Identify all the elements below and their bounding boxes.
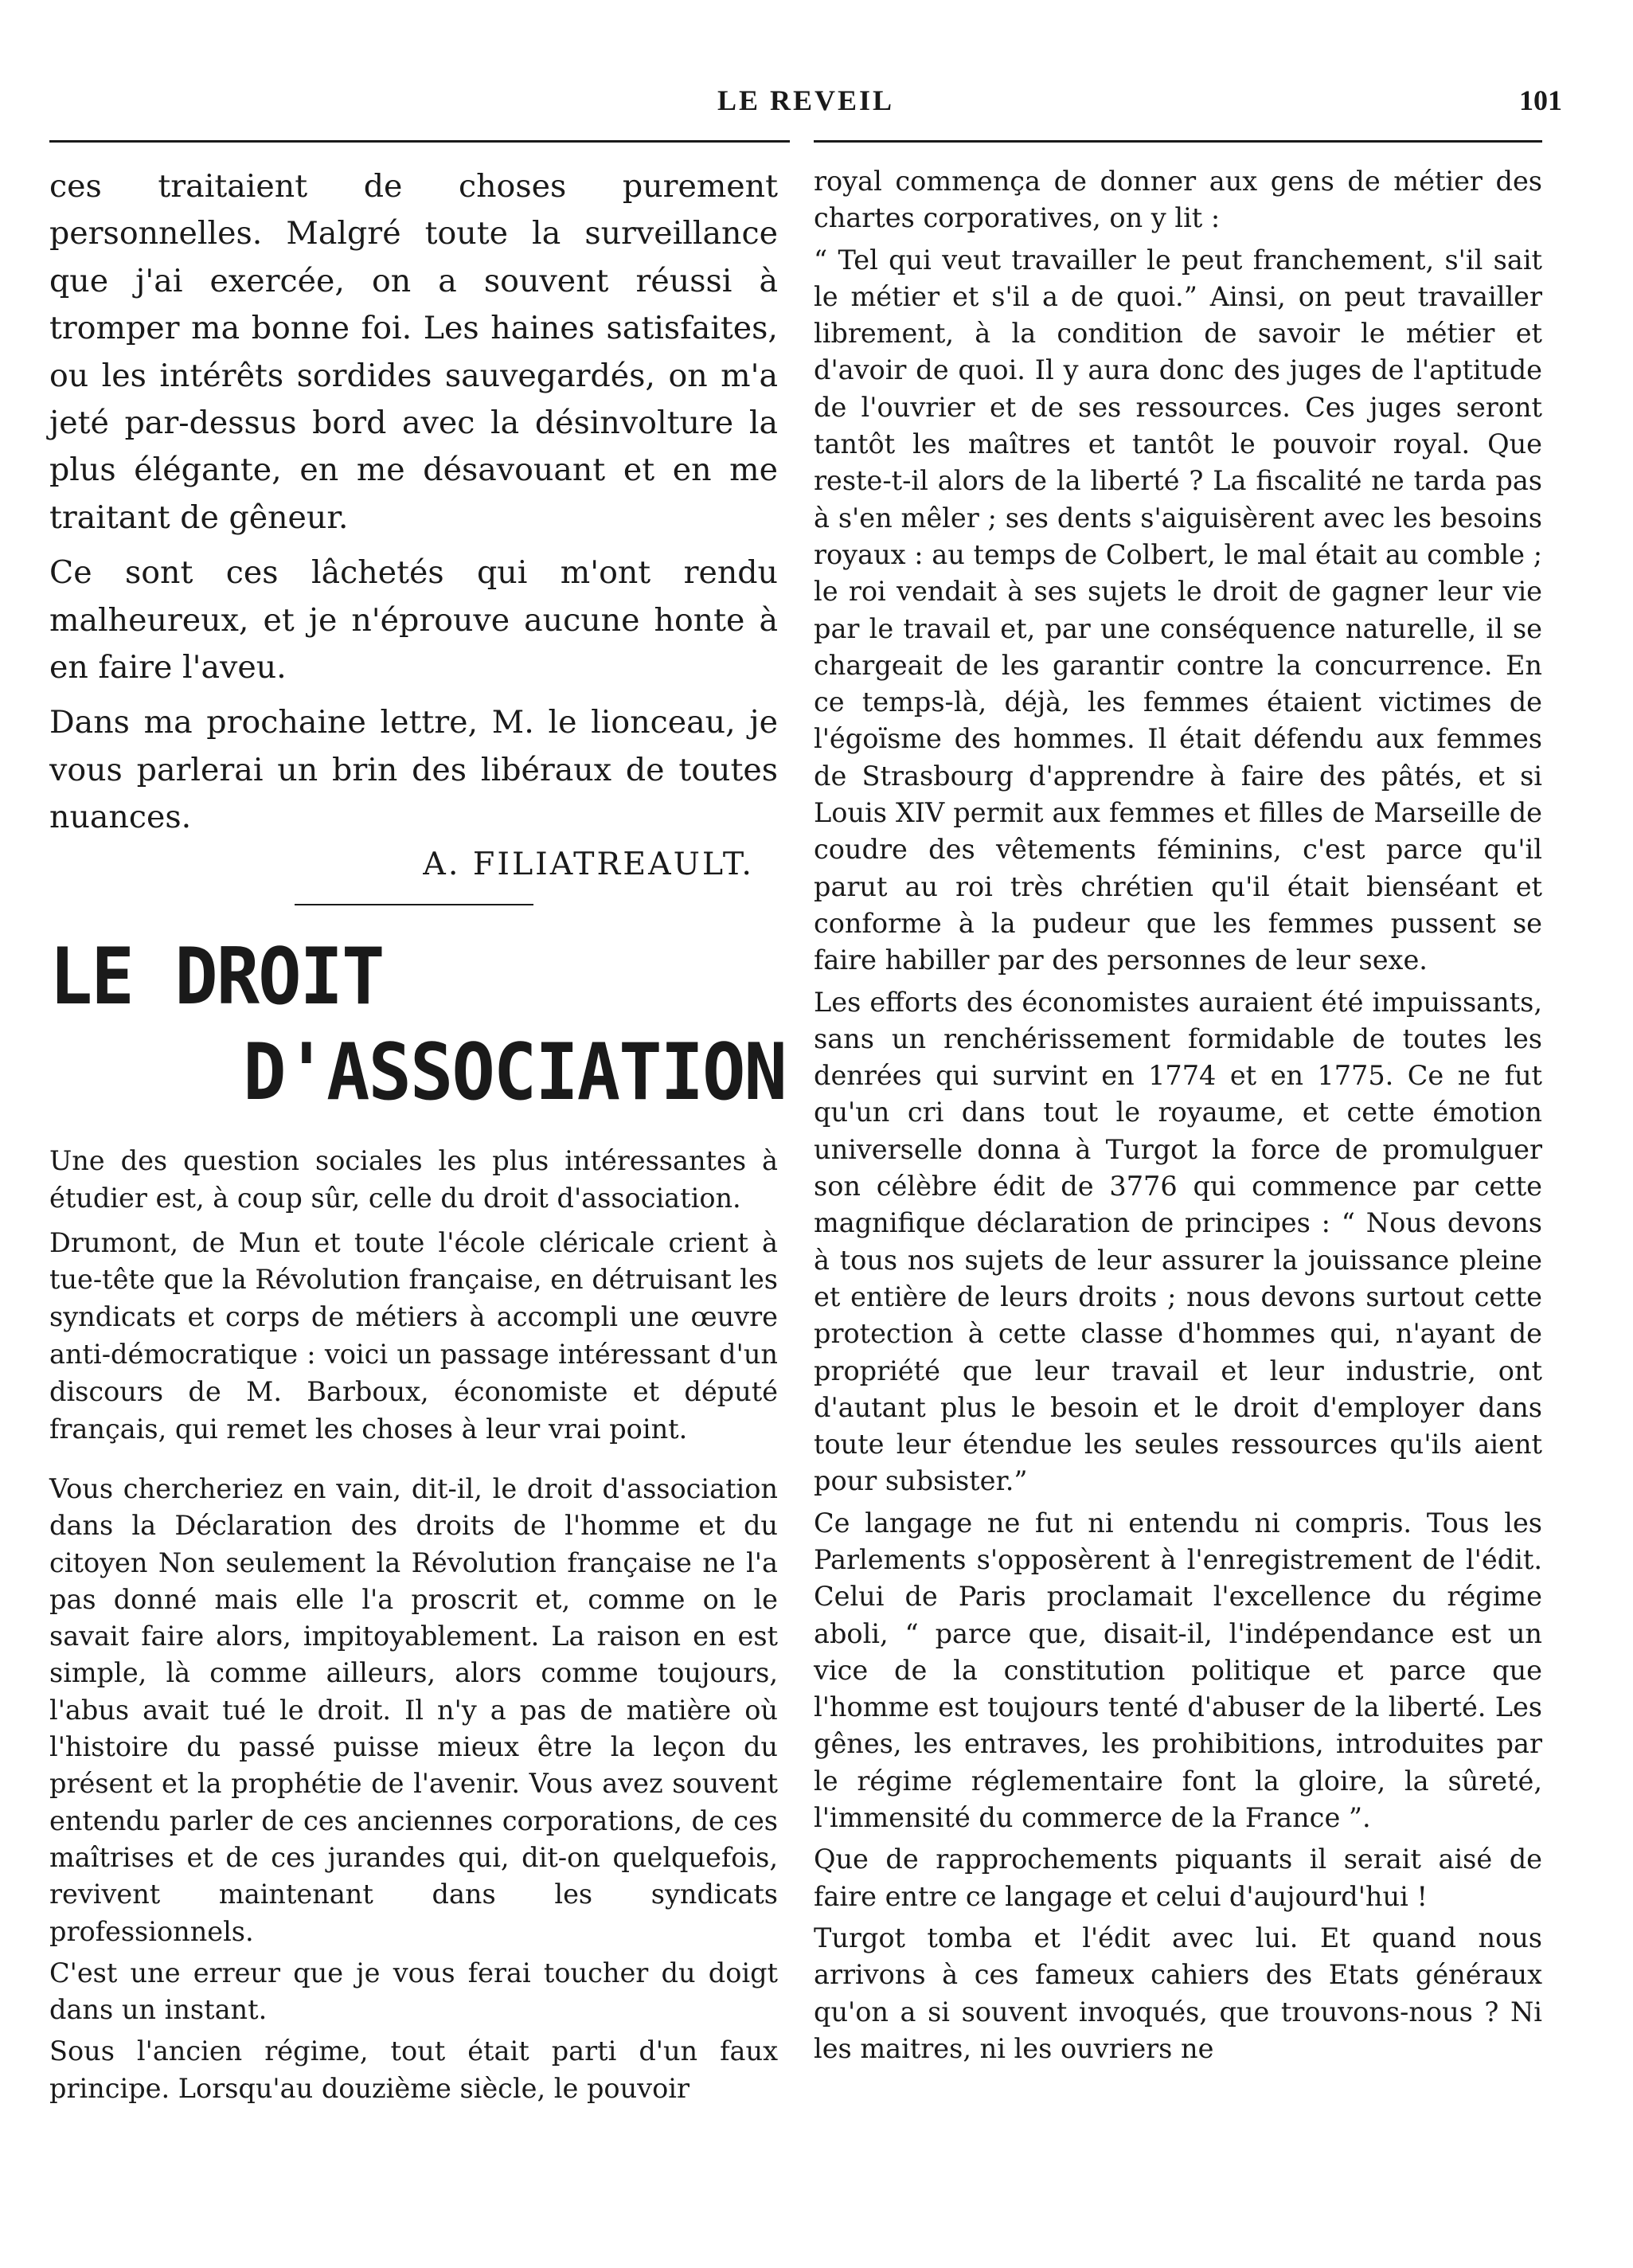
paragraph: “ Tel qui veut travailler le peut franchement, s'il sait le métier et s'il a de quoi.” Ainsi, on peut travailler librement, à la condition de savoir le métier et d'avoir de quoi. Il y aura donc des juges de l'aptitude de l'ouvrier et de ses ressources. Ces juges seront tantôt les maîtres et tantôt le pouvoir royal. Que reste-t-il alors de la liberté ? La fiscalité ne tarda pas à s'en mêler ; ses dents s'aiguisèrent avec les besoins royaux : au temps de Colbert, le mal était au comble ; le roi vendait à ses sujets le droit de gagner leur vie par le travail et, par une conséquence naturelle, il se chargeait de les garantir contre la concurrence. En ce temps-là, déjà, les femmes étaient victimes de l'égoïsme des hommes. Il était défendu aux femmes de Strasbourg d'apprendre à faire des pâtés, et si Louis XIV permit aux femmes et filles de Marseille de coudre des vêtements féminins, c'est parce qu'il parut au roi très chrétien qu'il était bienséant et conforme à la pudeur que les femmes pussent se faire habiller par des personnes de leur sexe. — [814, 244, 1542, 976]
paragraph: Les efforts des économistes auraient été impuissants, sans un renchérissement formidable de toutes les denrées qui survint en 1774 et en 1775. Ce ne fut qu'un cri dans tout le royaume, et cette émotion universelle donna à Turgot la force de promulguer son célèbre édit de 3776 qui commence par cette magnifique déclaration de principes : “ Nous devons à tous nos sujets de leur assurer la jouissance pleine et entière de leurs droits ; nous devons surtout cette protection à cette classe d'hommes qui, n'ayant de propriété que leur travail et leur industrie, ont d'autant plus le besoin et le droit d'employer dans toute leur étendue les seules ressources qu'ils aient pour subsister.” — [814, 986, 1542, 1497]
paragraph: Une des question sociales les plus intéressantes à étudier est, à coup sûr, celle du droit d'association. — [49, 1144, 778, 1214]
page-number: 101 — [1519, 84, 1562, 116]
quoted-speech — [49, 1471, 778, 2107]
paragraph: Que de rapprochements piquants il serait aisé de faire entre ce langage et celui d'aujourd'hui ! — [814, 1844, 1542, 1912]
header-rule-left — [49, 140, 790, 143]
right-column — [814, 163, 1542, 2067]
paragraph: Ce langage ne fut ni entendu ni compris. Tous les Parlements s'opposèrent à l'enregistrement de l'édit. Celui de Paris proclamait l'excellence du régime aboli, “ parce que, disait-il, l'indépendance est un vice de la constitution politique et parce que l'homme est toujours tenté d'abuser de la liberté. Les gênes, les entraves, les prohibitions, introduites par le régime réglementaire font la gloire, la sûreté, l'immensité du commerce de la France ”. — [814, 1507, 1542, 1834]
section-divider — [295, 904, 533, 905]
left-column — [49, 163, 786, 2107]
letter-conclusion — [49, 163, 778, 880]
publication-title: LE REVEIL — [717, 84, 895, 116]
paragraph: Dans ma prochaine lettre, M. le lionceau, je vous parlerai un brin des libéraux de toutes nuances. — [49, 704, 778, 836]
paragraph: C'est une erreur que je vous ferai toucher du doigt dans un instant. — [49, 1957, 778, 2026]
paragraph: Turgot tomba et l'édit avec lui. Et quand nous arrivons à ces fameux cahiers des Etats généraux qu'on a si souvent invoqués, que trouvons-nous ? Ni les maitres, ni les ouvriers ne — [814, 1922, 1542, 2064]
paragraph: royal commença de donner aux gens de métier des chartes corporatives, on y lit : — [814, 166, 1542, 234]
paragraph: Sous l'ancien régime, tout était parti d'un faux principe. Lorsqu'au douzième siècle, le pouvoir — [49, 2035, 778, 2104]
article-title-line-2: D'ASSOCIATION — [243, 1026, 786, 1118]
page-header — [49, 84, 1562, 131]
paragraph: Vous chercheriez en vain, dit-il, le droit d'association dans la Déclaration des droits de l'homme et du citoyen Non seulement la Révolution française ne l'a pas donné mais elle l'a proscrit et, comme on le savait faire alors, impitoyablement. La raison en est simple, là comme ailleurs, alors comme toujours, l'abus avait tué le droit. Il n'y a pas de matière où l'histoire du passé puisse mieux être la leçon du présent et la prophétie de l'avenir. Vous avez souvent entendu parler de ces anciennes corporations, de ces maîtrises et de ces jurandes qui, dit-on quelquefois, revivent maintenant dans les syndicats professionnels. — [49, 1472, 778, 1947]
paragraph: Ce sont ces lâchetés qui m'ont rendu malheureux, et je n'éprouve aucune honte à en faire l'aveu. — [49, 554, 778, 686]
paragraph: ces traitaient de choses purement personnelles. Malgré toute la surveillance que j'ai exercée, on a souvent réussi à tromper ma bonne foi. Les haines satisfaites, ou les intérêts sordides sauvegardés, on m'a jeté par-dessus bord avec la désinvolture la plus élégante, en me désavouant et en me traitant de gêneur. — [49, 168, 778, 536]
article-title-line-1: LE DROIT — [49, 931, 384, 1023]
header-rule-right — [814, 140, 1542, 143]
paragraph: Drumont, de Mun et toute l'école cléricale crient à tue-tête que la Révolution française, en détruisant les syndicats et corps de métiers à accompli une œuvre anti-démocratique : voici un passage intéressant d'un discours de M. Barboux, économiste et député français, qui remet les choses à leur vrai point. — [49, 1226, 778, 1445]
signature: A. FILIATREAULT. — [423, 845, 754, 882]
article-body — [49, 1143, 778, 1449]
